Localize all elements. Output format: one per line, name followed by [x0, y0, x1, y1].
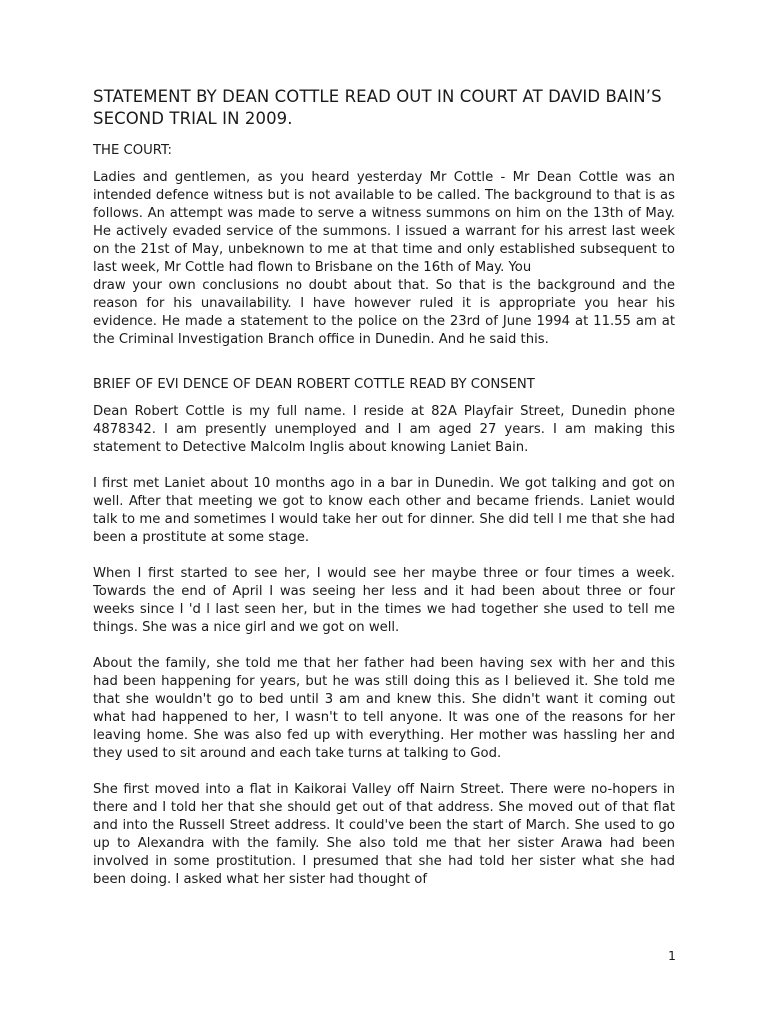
spacer [93, 763, 675, 781]
statement-paragraph-2: I first met Laniet about 10 months ago in a bar in Dunedin. We got talking and got on well. After that meeting we got to know each other and became friends. Laniet would talk to me and sometimes I would take her out for dinner. She did tell l me that she had been a prostitute at some stage. [93, 476, 675, 545]
spacer [93, 457, 675, 475]
document-body [93, 86, 675, 889]
statement-paragraph-4: About the family, she told me that her father had been having sex with her and this had been happening for years, but he was still doing this as I believed it. She told me that she wouldn't go to bed until 3 am and knew this. She didn't want it coming out what had happened to her, I wasn't to tell anyone. It was one of the reasons for her leaving home. She was also fed up with everything. Her mother was hassling her and they used to sit around and each take turns at talking to God. [93, 656, 675, 761]
spacer [93, 349, 675, 376]
page-number: 1 [668, 948, 676, 963]
brief-heading: BRIEF OF EVI DENCE OF DEAN ROBERT COTTLE READ BY CONSENT [93, 377, 535, 392]
court-paragraph-1: Ladies and gentlemen, as you heard yesterday Mr Cottle - Mr Dean Cottle was an intended defence witness but is not available to be called. The background to that is as follows. An attempt was made to serve a witness summons on him on the 13th of May. He actively evaded service of the summons. I issued a warrant for his arrest last week on the 21st of May, unbeknown to me at that time and only established subsequent to last week, Mr Cottle had flown to Brisbane on the 16th of May. You [93, 170, 675, 275]
statement-paragraph-1: Dean Robert Cottle is my full name. I reside at 82A Playfair Street, Dunedin phone 4878342. I am presently unemployed and I am aged 27 years. I am making this statement to Detective Malcolm Inglis about knowing Laniet Bain. [93, 404, 675, 455]
court-heading: THE COURT: [93, 143, 172, 158]
spacer [93, 637, 675, 655]
statement-paragraph-5: She first moved into a flat in Kaikorai Valley off Nairn Street. There were no-hopers in there and I told her that she should get out of that address. She moved out of that flat and into the Russell Street address. It could've been the start of March. She used to go up to Alexandra with the family. She also told me that her sister Arawa had been involved in some prostitution. I presumed that she had told her sister what she had been doing. I asked what her sister had thought of [93, 782, 675, 887]
spacer [93, 547, 675, 565]
document-title: STATEMENT BY DEAN COTTLE READ OUT IN COURT AT DAVID BAIN’S SECOND TRIAL IN 2009. [93, 87, 662, 128]
court-paragraph-2: draw your own conclusions no doubt about that. So that is the background and the reason for his unavailability. I have however ruled it is appropriate you hear his evidence. He made a statement to the police on the 23rd of June 1994 at 11.55 am at the Criminal Investigation Branch office in Dunedin. And he said this. [93, 278, 675, 347]
statement-paragraph-3: When I first started to see her, I would see her maybe three or four times a week. Towards the end of April I was seeing her less and it had been about three or four weeks since I 'd l last seen her, but in the times we had together she used to tell me things. She was a nice girl and we got on well. [93, 566, 675, 635]
